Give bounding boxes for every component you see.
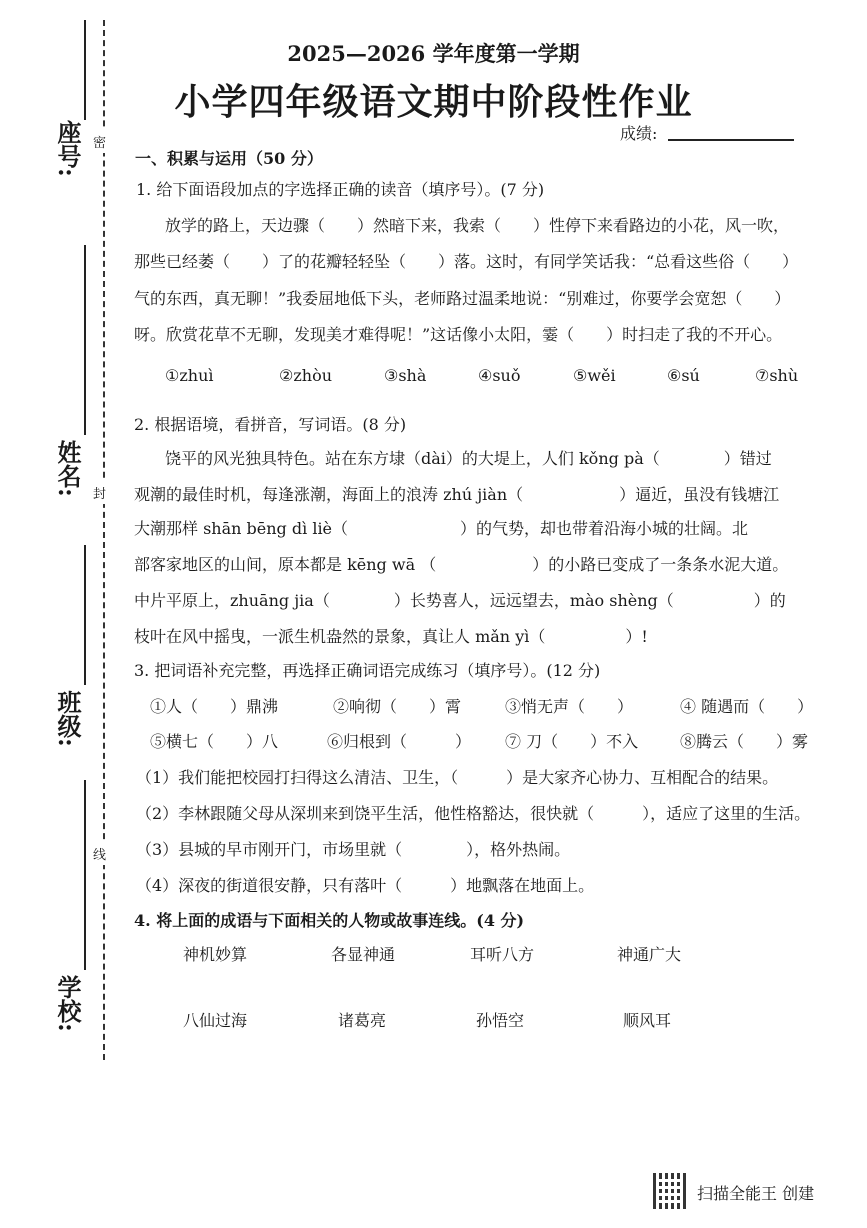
school-line[interactable]	[84, 780, 86, 970]
q4-bottom-item[interactable]: 孙悟空	[476, 1011, 525, 1030]
score-label: 成绩:	[620, 124, 658, 143]
school-label: 学校:	[53, 975, 82, 1032]
seal-char-feng: 封	[93, 481, 106, 504]
q1-option: ⑥sú	[667, 366, 700, 385]
q3-sentence: （4）深夜的街道很安静，只有落叶（ ）地飘落在地面上。	[136, 876, 595, 895]
q3-idiom: ④ 随遇而（ ）	[680, 697, 814, 716]
q3-idiom: ②响彻（ ）霄	[333, 697, 462, 716]
q1-stem: 1. 给下面语段加点的字选择正确的读音（填序号）。(7 分)	[136, 180, 545, 199]
q3-idiom: ⑦ 刀（ ）不入	[505, 732, 639, 751]
q4-stem: 4. 将上面的成语与下面相关的人物或故事连线。(4 分)	[134, 911, 525, 930]
q2-line-3: 大潮那样 shān bēng dì liè（ ）的气势，却也带着沿海小城的壮阔。北	[134, 519, 749, 538]
q3-sentence: （1）我们能把校园打扫得这么清洁、卫生，（ ）是大家齐心协力、互相配合的结果。	[136, 768, 779, 787]
q3-idiom: ⑥归根到（ ）	[327, 732, 472, 751]
q1-option: ⑤wěi	[573, 366, 616, 385]
school-year-heading: 2025—2026 学年度第一学期	[287, 41, 580, 66]
q1-option: ②zhòu	[279, 366, 333, 385]
seal-char-xian: 线	[93, 842, 106, 865]
score-input-line[interactable]	[668, 139, 794, 141]
q1-line-4: 呀。欣赏花草不无聊，发现美才难得呢！”这话像小太阳，霎（ ）时扫走了我的不开心。	[134, 325, 783, 344]
q3-sentence: （3）县城的早市刚开门，市场里就（ ），格外热闹。	[136, 840, 571, 859]
q2-line-1: 饶平的风光独具特色。站在东方埭（dài）的大堤上，人们 kǒng pà（ ）错过	[165, 449, 772, 468]
scanner-watermark: 扫描全能王 创建	[697, 1184, 815, 1203]
seal-char-mi: 密	[93, 130, 106, 153]
q4-top-item[interactable]: 神机妙算	[183, 945, 248, 964]
q4-bottom-item[interactable]: 八仙过海	[183, 1011, 248, 1030]
q4-bottom-item[interactable]: 顺风耳	[623, 1011, 672, 1030]
q4-top-item[interactable]: 各显神通	[331, 945, 396, 964]
qr-code-icon	[653, 1173, 689, 1209]
q2-line-5: 中片平原上，zhuāng jia（ ）长势喜人，远远望去，mào shèng（ ）的	[134, 591, 786, 610]
q4-top-item[interactable]: 耳听八方	[470, 945, 535, 964]
q4-top-item[interactable]: 神通广大	[617, 945, 682, 964]
name-label: 姓名:	[53, 440, 82, 497]
q3-idiom: ①人（ ）鼎沸	[150, 697, 279, 716]
q1-line-3: 气的东西，真无聊！”我委屈地低下头，老师路过温柔地说：“别难过，你要学会宽恕（ ）	[134, 289, 791, 308]
section-1-heading: 一、积累与运用（50 分）	[135, 149, 323, 168]
q4-bottom-item[interactable]: 诸葛亮	[338, 1011, 387, 1030]
q1-option: ③shà	[384, 366, 427, 385]
q2-line-2: 观潮的最佳时机，每逢涨潮，海面上的浪涛 zhú jiàn（ ）逼近，虽没有钱塘江	[134, 485, 780, 504]
name-line[interactable]	[84, 245, 86, 435]
q1-option: ①zhuì	[165, 366, 214, 385]
q1-line-2: 那些已经萎（ ）了的花瓣轻轻坠（ ）落。这时，有同学笑话我：“总看这些俗（ ）	[134, 252, 799, 271]
seat-label: 座号:	[53, 120, 82, 177]
q3-idiom: ⑤横七（ ）八	[150, 732, 279, 751]
class-line[interactable]	[84, 545, 86, 685]
page-title: 小学四年级语文期中阶段性作业	[174, 82, 693, 123]
q1-option: ⑦shù	[755, 366, 799, 385]
q3-stem: 3. 把词语补充完整，再选择正确词语完成练习（填序号）。(12 分)	[134, 661, 601, 680]
q1-line-1: 放学的路上，天边骤（ ）然暗下来，我索（ ）性停下来看路边的小花，风一吹，	[165, 216, 790, 235]
q2-line-6: 枝叶在风中摇曳，一派生机盎然的景象，真让人 mǎn yì（ ）!	[134, 627, 648, 646]
q3-sentence: （2）李林跟随父母从深圳来到饶平生活，他性格豁达，很快就（ ），适应了这里的生活。	[136, 804, 811, 823]
q2-stem: 2. 根据语境，看拼音，写词语。(8 分)	[134, 415, 407, 434]
q2-line-4: 部客家地区的山间，原本都是 kēng wā （ ）的小路已变成了一条条水泥大道。	[134, 555, 789, 574]
seal-dashed-line	[103, 20, 105, 1060]
q1-option: ④suǒ	[478, 366, 521, 385]
class-label: 班级:	[53, 690, 82, 747]
q3-idiom: ③悄无声（ ）	[505, 697, 634, 716]
q3-idiom: ⑧腾云（ ）雾	[680, 732, 809, 751]
